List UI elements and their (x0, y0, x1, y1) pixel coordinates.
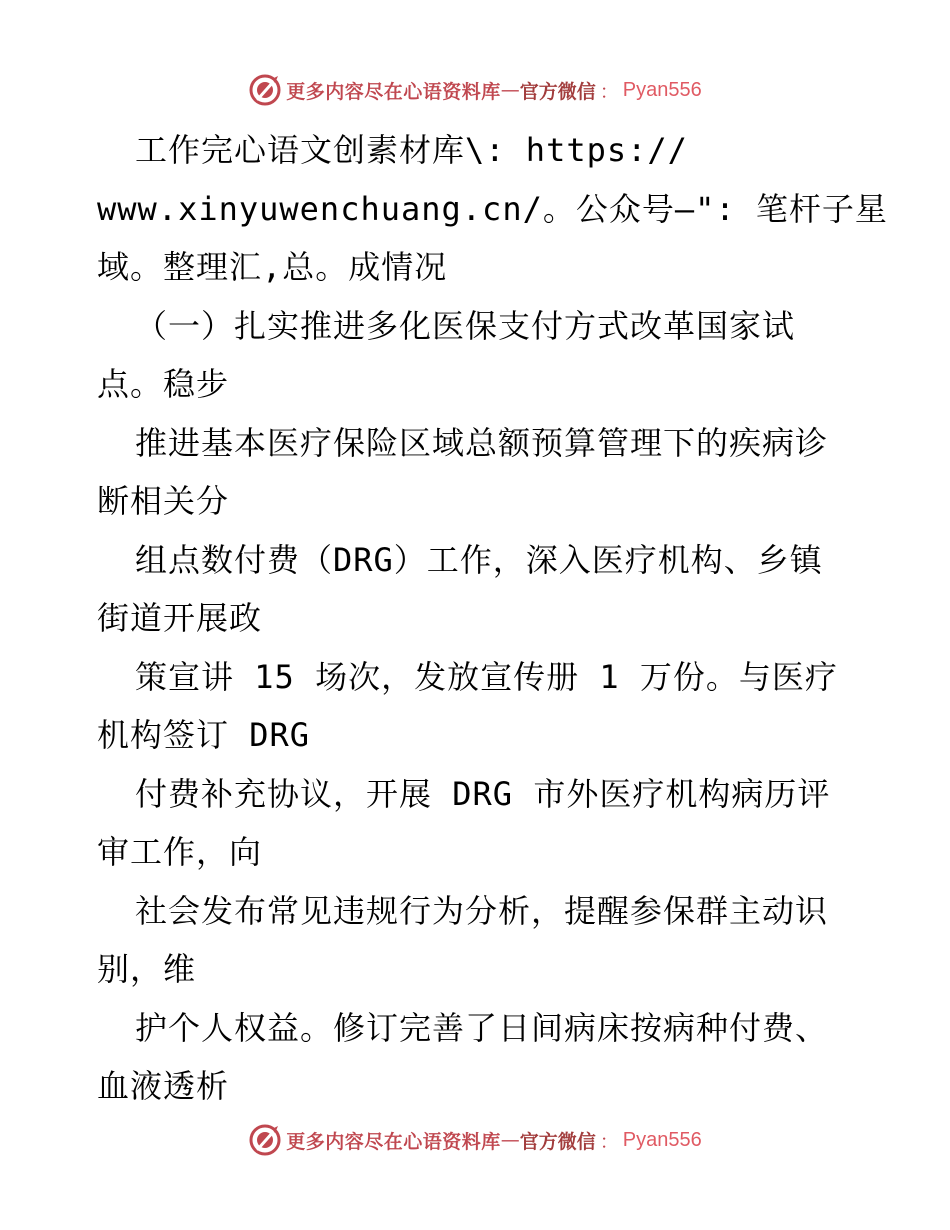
text-line: 审工作，向 (97, 833, 263, 871)
text-line: 别，维 (97, 950, 197, 988)
text-line: 点。稳步 (97, 365, 230, 403)
text-line: 组点数付费（DRG）工作，深入医疗机构、乡镇 (135, 540, 823, 579)
text-line: 工作完心语文创素材库\: https:// (135, 131, 688, 169)
text-line: 护个人权益。修订完善了日间病床按病种付费、 (135, 1008, 829, 1047)
text-line: 血液透析 (97, 1067, 230, 1105)
banner-primary-text: 更多内容尽在心语资料库 (286, 80, 501, 103)
banner-secondary-text: 官方微信 (519, 80, 596, 103)
text-line: 社会发布常见违规行为分析，提醒参保群主动识 (135, 891, 829, 930)
banner-wechat-id: Pyan556 (622, 78, 702, 101)
text-line: （一）扎实推进多化医保支付方式改革国家试 (135, 306, 796, 345)
text-line: 断相关分 (97, 482, 230, 520)
banner-colon: ： (599, 1130, 619, 1153)
text-line: 推进基本医疗保险区域总额预算管理下的疾病诊 (135, 423, 829, 462)
banner-wechat-id: Pyan556 (622, 1128, 702, 1151)
brand-logo-icon (248, 73, 282, 107)
banner-dash: — (500, 79, 520, 101)
footer-banner (0, 1122, 950, 1158)
brand-logo-icon (248, 1123, 282, 1157)
text-line: 域。整理汇,总。成情况 (97, 248, 448, 286)
text-line: 街道开展政 (97, 599, 263, 637)
banner-colon: ： (599, 80, 619, 103)
banner-primary-text: 更多内容尽在心语资料库 (286, 1130, 501, 1153)
banner-secondary-text: 官方微信 (519, 1130, 596, 1153)
text-line: 付费补充协议，开展 DRG 市外医疗机构病历评 (135, 774, 831, 813)
header-banner (0, 72, 950, 108)
text-line: 策宣讲 15 场次，发放宣传册 1 万份。与医疗 (135, 657, 838, 696)
document-body (97, 121, 888, 1116)
banner-dash: — (500, 1129, 520, 1151)
text-line: 机构签订 DRG (97, 716, 311, 754)
text-line: www.xinyuwenchuang.cn/。公众号—": 笔杆子星 (97, 189, 888, 228)
